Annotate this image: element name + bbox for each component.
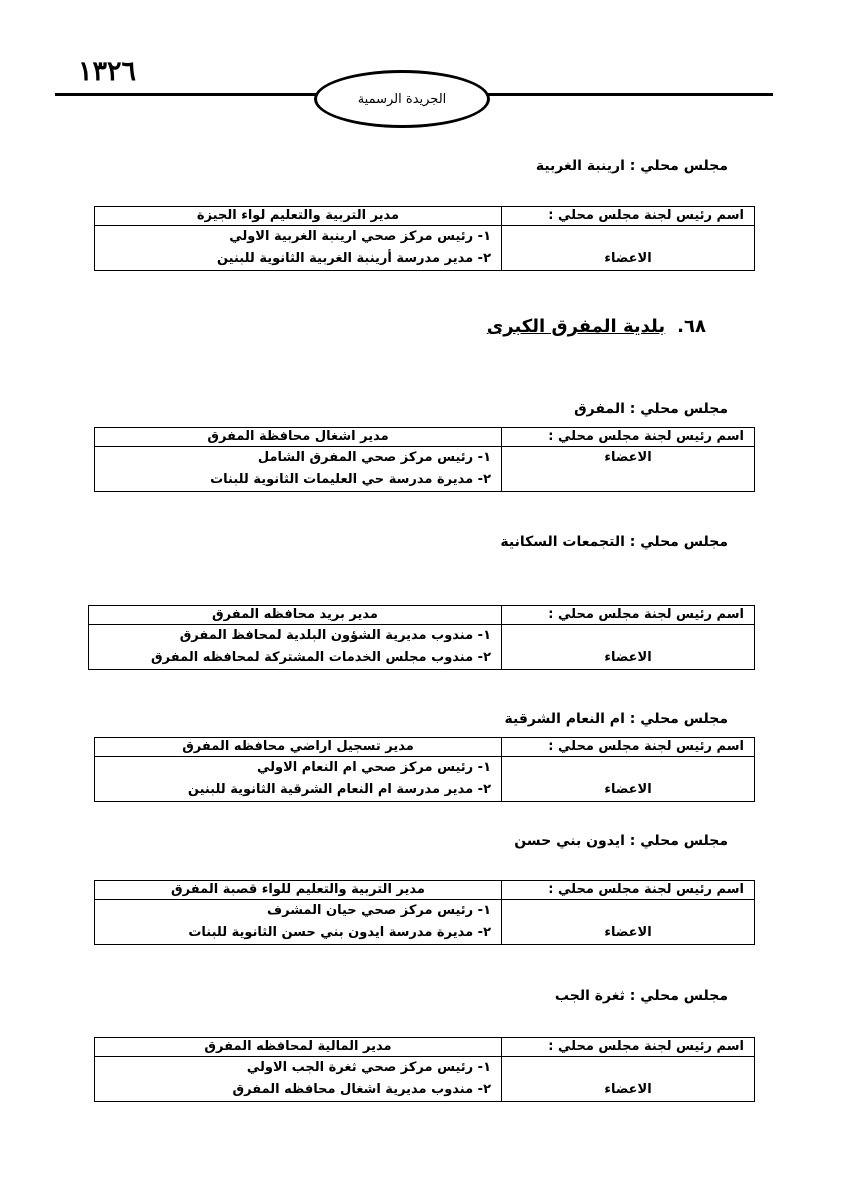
- list-item: ١- رئيس مركز صحي ام النعام الاولي: [256, 760, 491, 775]
- list-item: ٢- مديرة مدرسة ايدون بني حسن الثانوية للبنات: [188, 925, 491, 940]
- table-row: [95, 738, 755, 757]
- committee-head: مدير تسجيل اراضي محافظه المفرق: [95, 738, 502, 757]
- members-label: الاعضاء: [502, 625, 755, 670]
- members-list: [95, 900, 502, 945]
- table-row: [95, 447, 755, 492]
- committee-head: مدير التربية والتعليم لواء الجيزة: [95, 207, 502, 226]
- committee-head: مدير المالية لمحافظه المفرق: [95, 1038, 502, 1057]
- council-table: [94, 880, 755, 945]
- members-list: [95, 447, 502, 492]
- table-row: [95, 207, 755, 226]
- council-title: مجلس محلي : ايدون بني حسن: [514, 833, 728, 849]
- members-list: [95, 1057, 502, 1102]
- table-row: [95, 757, 755, 802]
- members-label: الاعضاء: [502, 226, 755, 271]
- council-title: مجلس محلي : ثغرة الجب: [554, 988, 728, 1004]
- list-item: ١- رئيس مركز صحي حيان المشرف: [267, 903, 491, 918]
- members-list: [95, 226, 502, 271]
- council-table: [94, 206, 755, 271]
- header-oval: [314, 70, 490, 128]
- list-item: ١- رئيس مركز صحي ثغرة الجب الاولي: [246, 1060, 491, 1075]
- list-item: ١- رئيس مركز صحي ارينبة الغربية الاولي: [229, 229, 491, 244]
- council-table: [94, 1037, 755, 1102]
- table-row: [95, 1057, 755, 1102]
- members-label: الاعضاء: [502, 1057, 755, 1102]
- council-table: [94, 737, 755, 802]
- role-label: اسم رئيس لجنة مجلس محلي :: [502, 207, 755, 226]
- section-number: ٦٨.: [677, 316, 706, 337]
- list-item: ١- رئيس مركز صحي المفرق الشامل: [257, 450, 491, 465]
- table-row: [95, 428, 755, 447]
- list-item: ٢- مدير مدرسة ام النعام الشرقية الثانوية للبنين: [187, 782, 491, 797]
- council-table: [94, 427, 755, 492]
- role-label: اسم رئيس لجنة مجلس محلي :: [502, 428, 755, 447]
- members-list: [89, 625, 502, 670]
- gazette-title: الجريدة الرسمية: [357, 91, 447, 107]
- members-list: [95, 757, 502, 802]
- council-title: مجلس محلي : التجمعات السكانية: [500, 534, 728, 550]
- table-row: [95, 1038, 755, 1057]
- list-item: ٢- مندوب مديرية اشغال محافظه المفرق: [232, 1082, 491, 1097]
- members-label: الاعضاء: [502, 447, 755, 492]
- role-label: اسم رئيس لجنة مجلس محلي :: [502, 881, 755, 900]
- members-label: الاعضاء: [502, 757, 755, 802]
- committee-head: مدير بريد محافظه المفرق: [89, 606, 502, 625]
- council-title: مجلس محلي : ام النعام الشرقية: [504, 711, 728, 727]
- committee-head: مدير التربية والتعليم للواء قصبة المفرق: [95, 881, 502, 900]
- table-row: [95, 226, 755, 271]
- page-number: ١٣٢٦: [78, 56, 137, 87]
- section-heading: [487, 316, 706, 337]
- role-label: اسم رئيس لجنة مجلس محلي :: [502, 606, 755, 625]
- council-title: مجلس محلي : المفرق: [574, 401, 728, 417]
- table-row: [95, 881, 755, 900]
- table-row: [89, 606, 755, 625]
- council-title: مجلس محلي : ارينبة الغربية: [535, 158, 728, 174]
- members-label: الاعضاء: [502, 900, 755, 945]
- table-row: [95, 900, 755, 945]
- list-item: ٢- مندوب مجلس الخدمات المشتركة لمحافظه المفرق: [151, 650, 491, 665]
- role-label: اسم رئيس لجنة مجلس محلي :: [502, 1038, 755, 1057]
- table-row: [89, 625, 755, 670]
- section-name: بلدية المفرق الكبرى: [486, 316, 666, 337]
- list-item: ٢- مديرة مدرسة حي العليمات الثانوية للبنات: [210, 472, 491, 487]
- role-label: اسم رئيس لجنة مجلس محلي :: [502, 738, 755, 757]
- list-item: ٢- مدير مدرسة أرينبة الغربية الثانوية للبنين: [216, 251, 491, 266]
- council-table: [88, 605, 755, 670]
- committee-head: مدير اشغال محافظة المفرق: [95, 428, 502, 447]
- list-item: ١- مندوب مديرية الشؤون البلدية لمحافظ المفرق: [179, 628, 491, 643]
